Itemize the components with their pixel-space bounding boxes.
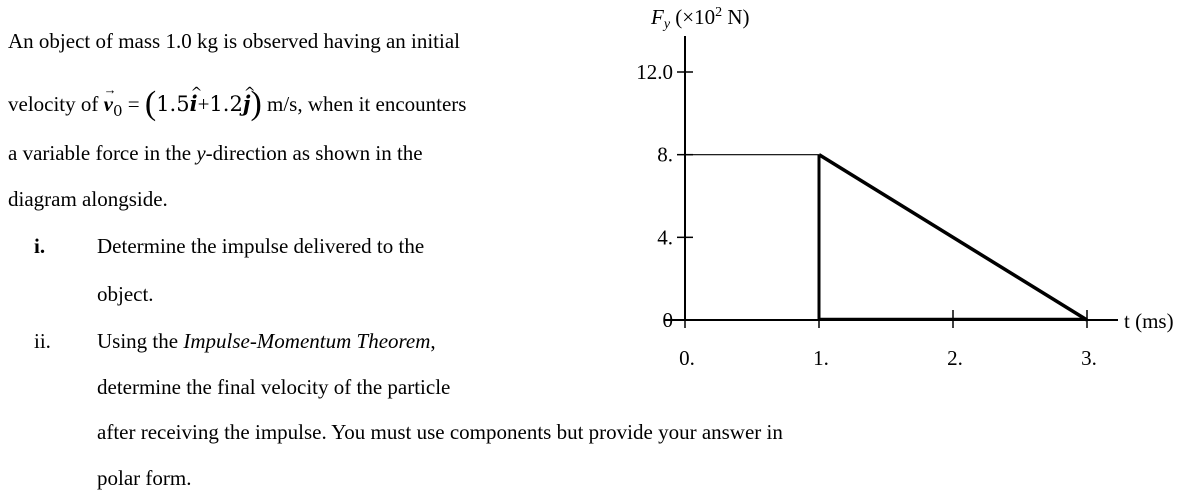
coefficient-j: 1.2 [209, 92, 243, 116]
i-hat: ^ i [190, 91, 198, 117]
y-tick-label-1: 4. [657, 225, 673, 250]
y-tick-label-2: 8. [657, 142, 673, 167]
line3-prefix: a variable force in the [8, 141, 197, 165]
line3-variable: y [196, 141, 206, 165]
y-label-symbol: F [651, 5, 664, 29]
item-i-line-2: object. [97, 282, 154, 306]
j-hat: ^ j [243, 91, 251, 117]
y-tick-label-0: 0 [662, 308, 673, 332]
chart-labels [650, 5, 1174, 333]
velocity-symbol: → v [104, 91, 113, 117]
x-tick-label-2: 2. [947, 346, 963, 370]
velocity-subscript: 0 [112, 102, 123, 121]
chart-marks [685, 155, 1087, 320]
y-label-tail: N) [722, 5, 750, 29]
close-paren: ) [250, 85, 262, 122]
item-ii-line-4: polar form. [97, 466, 192, 490]
item-ii-theorem: Impulse-Momentum Theorem [183, 329, 431, 353]
equals-sign: = [122, 92, 145, 116]
item-ii-label: ii. [34, 329, 51, 353]
line3-suffix: -direction as shown in the [205, 141, 423, 165]
problem-line-4: diagram alongside. [8, 187, 168, 211]
y-tick-label-3: 12.0 [636, 60, 673, 84]
y-label-exponent: 2 [715, 5, 723, 20]
x-tick-label-1: 1. [813, 346, 829, 370]
y-label-subscript: y [663, 17, 671, 32]
force-decreasing-segment [819, 155, 1087, 320]
plus-sign: + [197, 92, 210, 116]
item-i-label: i. [34, 234, 46, 258]
item-ii-line-3: after receiving the impulse. You must use components but provide your answer in [97, 420, 783, 444]
chart-ticks [636, 60, 1097, 370]
x-tick-label-0: 0. [679, 346, 695, 370]
item-i-line-1: Determine the impulse delivered to the [97, 234, 425, 258]
item-ii-line-2: determine the final velocity of the particle [97, 375, 451, 399]
line2-prefix: velocity of [8, 92, 104, 116]
x-axis-label: t (ms) [1124, 309, 1174, 333]
chart-axes [665, 36, 1118, 320]
y-axis-label [650, 5, 750, 32]
problem-line-1: An object of mass 1.0 kg is observed having an initial [8, 29, 461, 53]
open-paren: ( [144, 85, 157, 122]
item-ii-prefix: Using the [97, 329, 184, 353]
x-tick-label-3: 3. [1081, 346, 1097, 370]
y-label-unit: (×10 [670, 5, 716, 29]
line2-suffix: m/s, when it encounters [261, 92, 467, 116]
coefficient-i: 1.5 [156, 92, 190, 116]
item-ii-suffix: , [430, 329, 436, 353]
